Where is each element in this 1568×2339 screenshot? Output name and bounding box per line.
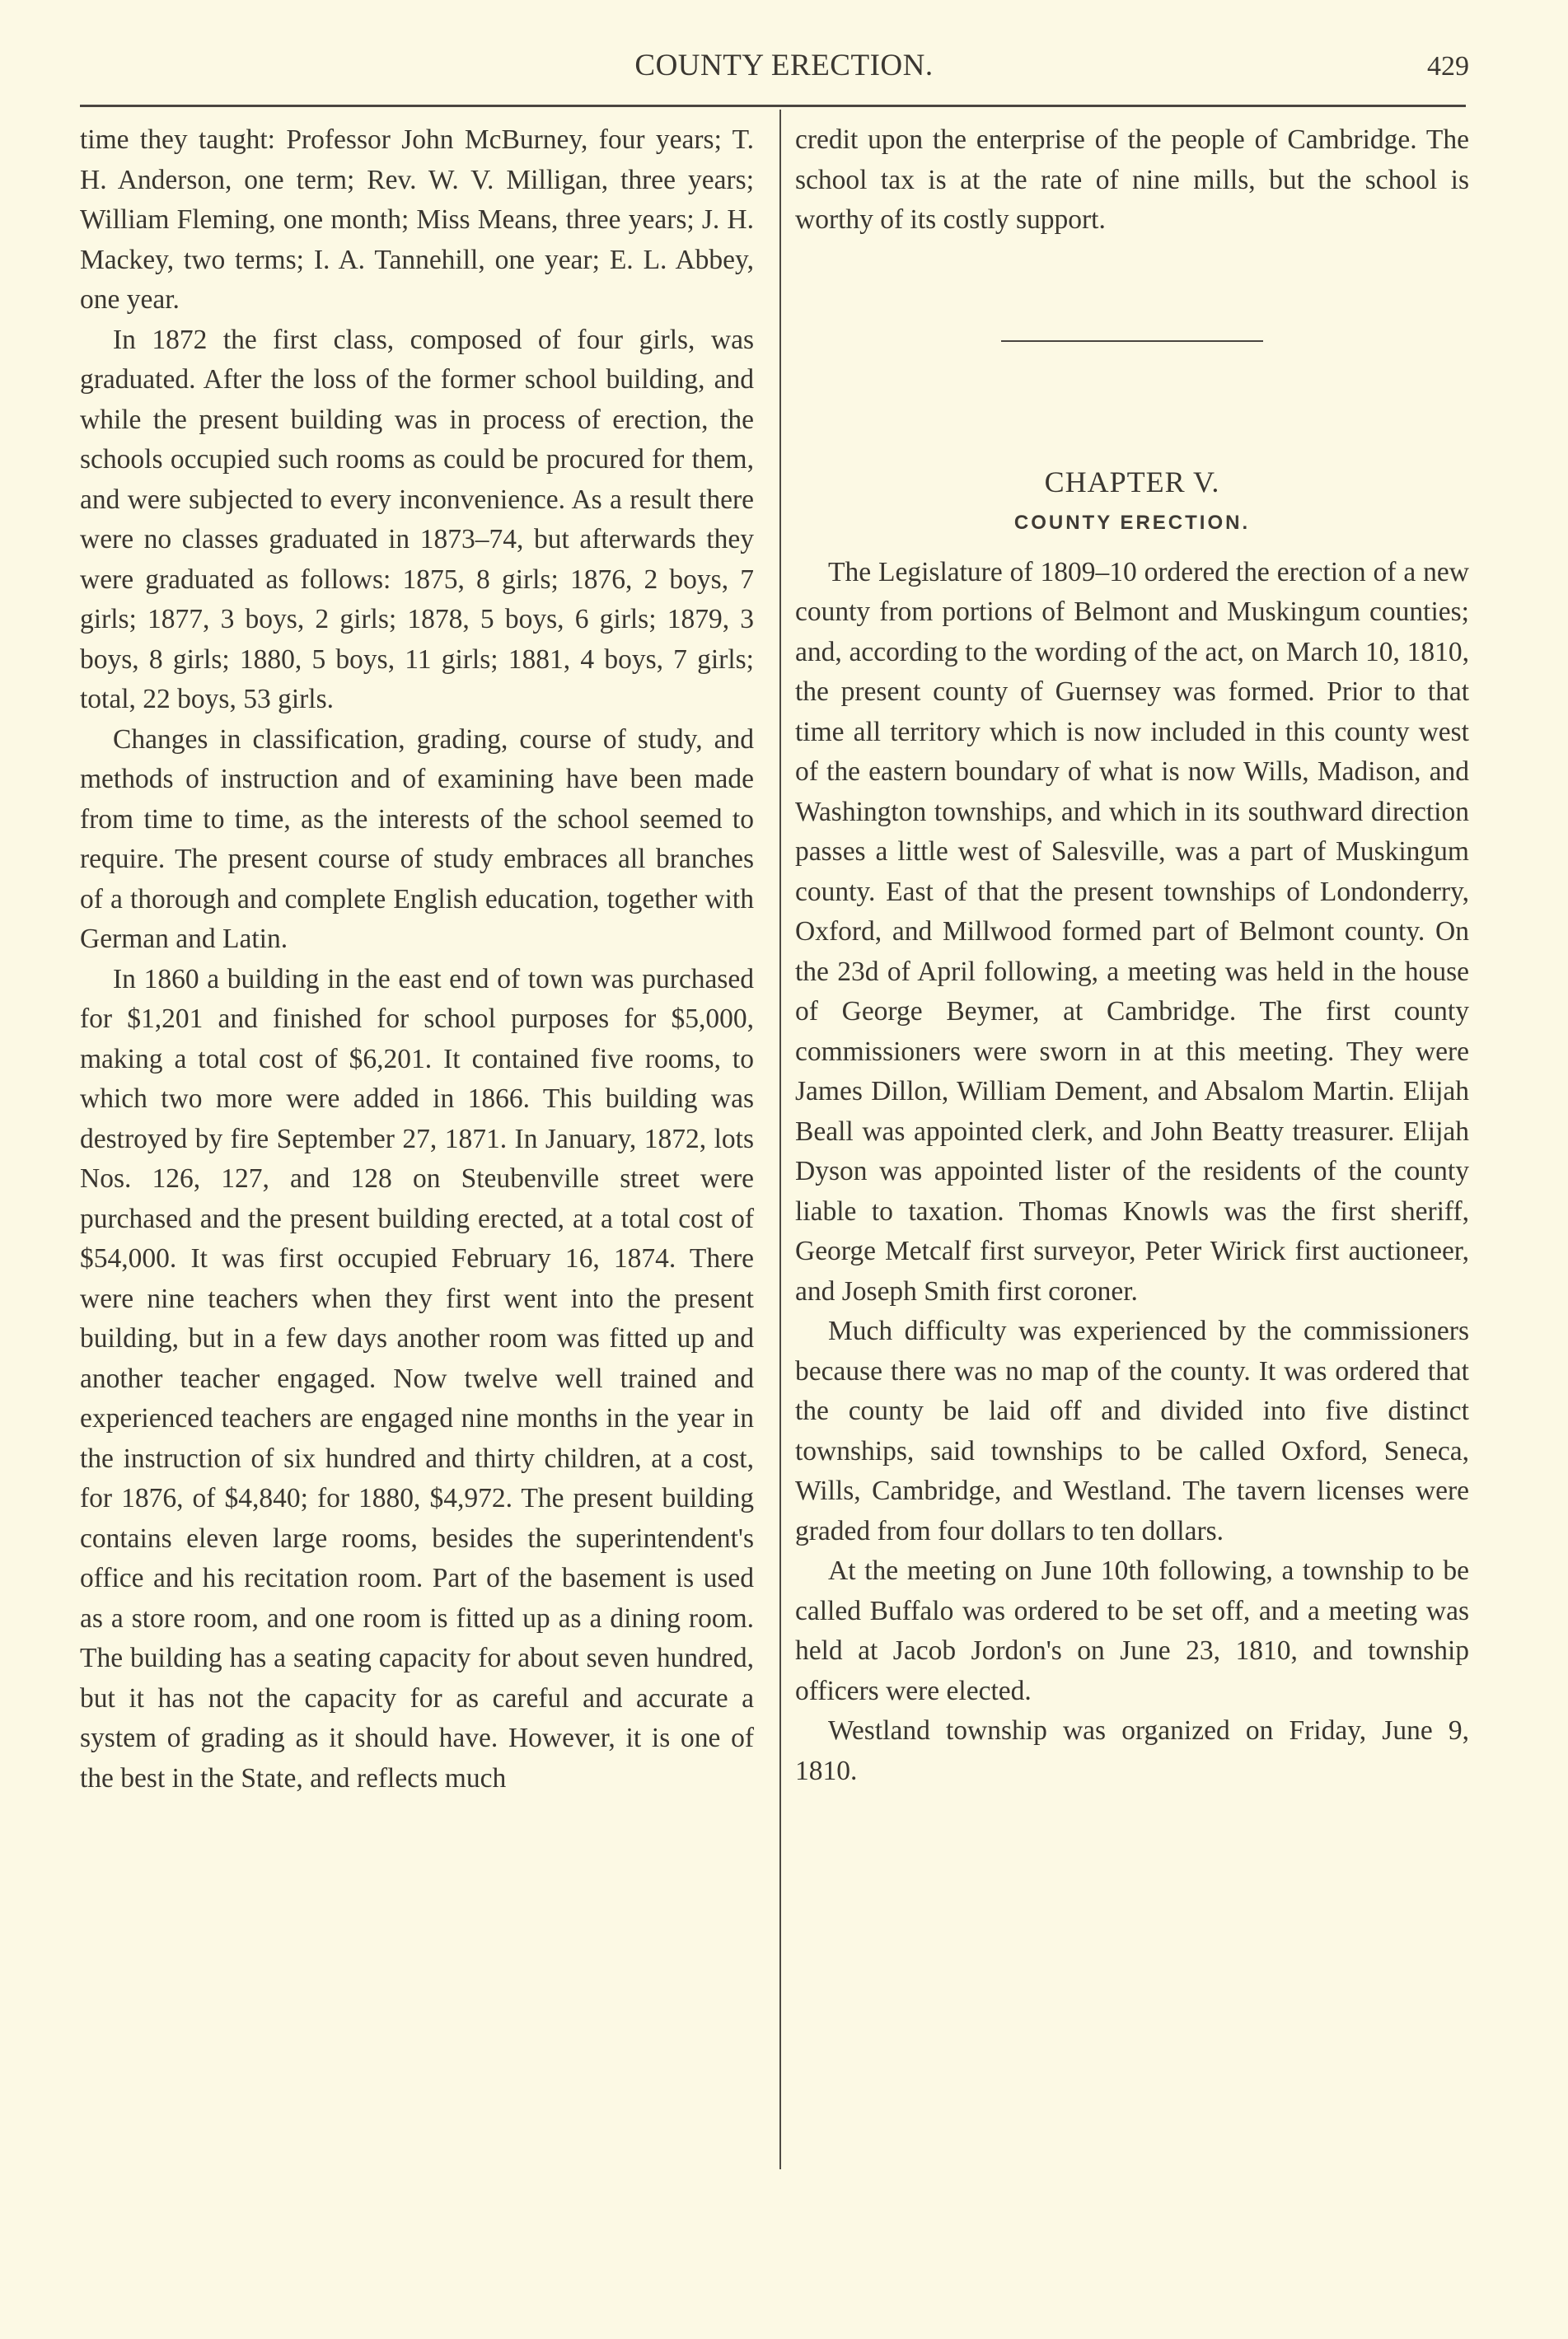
paragraph: In 1872 the first class, composed of four girls, was graduated. After the loss of the former school building, and while the present building was in process of erection, the schools occupied such rooms as could be procured for them, and were subjected to every inconvenience. As a result there were no classes graduated in 1873–74, but afterwards they were graduated as follows: 1875, 8 girls; 1876, 2 boys, 7 girls; 1877, 3 boys, 2 girls; 1878, 5 boys, 6 girls; 1879, 3 boys, 8 girls; 1880, 5 boys, 11 girls; 1881, 4 boys, 7 girls; total, 22 boys, 53 girls.	[80, 324, 754, 714]
left-column	[80, 120, 754, 1799]
paragraph: In 1860 a building in the east end of town was purchased for $1,201 and finished for school purposes for $5,000, making a total cost of $6,201. It contained five rooms, to which two more were added in 1866. This building was destroyed by fire September 27, 1871. In January, 1872, lots Nos. 126, 127, and 128 on Steubenville street were purchased and the present building erected, at a total cost of $54,000. It was first occupied February 16, 1874. There were nine teachers when they first went into the present building, but in a few days another room was fitted up and another teacher engaged. Now twelve well trained and experienced teachers are engaged nine months in the year in the instruction of six hundred and thirty children, at a cost, for 1876, of $4,840; for 1880, $4,972. The present building contains eleven large rooms, besides the superintendent's office and his recitation room. Part of the basement is used as a store room, and one room is fitted up as a dining room. The building has a seating capacity for about seven hundred, but it has not the capacity for as careful and accurate a system of grading as it should have. However, it is one of the best in the State, and reflects much	[80, 963, 754, 1794]
paragraph: Changes in classification, grading, course of study, and methods of instruction and of examining have been made from time to time, as the interests of the school seemed to require. The present course of study embraces all branches of a thorough and complete English education, together with German and Latin.	[80, 723, 754, 954]
header-rule	[80, 105, 1466, 107]
paragraph: At the meeting on June 10th following, a township to be called Buffalo was ordered to be set off, and a meeting was held at Jacob Jordon's on June 23, 1810, and township officers were elected.	[795, 1555, 1469, 1706]
paragraph: Much difficulty was experienced by the commissioners because there was no map of the county. It was ordered that the county be laid off and divided into five distinct townships, said townships to be called Oxford, Seneca, Wills, Cambridge, and Westland. The tavern licenses were graded from four dollars to ten dollars.	[795, 1316, 1469, 1546]
paragraph: time they taught: Professor John McBurney, four years; T. H. Anderson, one term; Rev. W. V. Milligan, three years; William Fleming, one month; Miss Means, three years; J. H. Mackey, two terms; I. A. Tannehill, one year; E. L. Abbey, one year.	[80, 124, 754, 315]
paragraph-continuation: credit upon the enterprise of the people of Cambridge. The school tax is at the rate of nine mills, but the school is worthy of its costly support.	[795, 124, 1469, 235]
right-column	[795, 120, 1469, 1791]
paragraph: Westland township was organized on Friday, June 9, 1810.	[795, 1715, 1469, 1786]
chapter-title: COUNTY ERECTION.	[1013, 511, 1251, 534]
column-divider	[779, 110, 781, 2169]
page-number: 429	[1427, 51, 1469, 82]
chapter-separator-rule	[1001, 340, 1263, 342]
running-head	[0, 43, 1568, 84]
paragraph: The Legislature of 1809–10 ordered the erection of a new county from portions of Belmont and Muskingum counties; and, according to the wording of the act, on March 10, 1810, the present county of Guernsey was formed. Prior to that time all territory which is now included in this county west of the eastern boundary of what is now Wills, Madison, and Washington townships, and which in its southward direction passes a little west of Salesville, was a part of Muskingum county. East of that the present townships of Londonderry, Oxford, and Millwood formed part of Belmont county. On the 23d of April following, a meeting was held in the house of George Beymer, at Cambridge. The first county commissioners were sworn in at this meeting. They were James Dillon, William Dement, and Absalom Martin. Elijah Beall was appointed clerk, and John Beatty treasurer. Elijah Dyson was appointed lister of the residents of the county liable to taxation. Thomas Knowls was the first sheriff, George Metcalf first surveyor, Peter Wirick first auctioneer, and Joseph Smith first coroner.	[795, 556, 1469, 1307]
running-title: COUNTY ERECTION.	[634, 49, 934, 82]
chapter-number: CHAPTER V.	[1044, 465, 1220, 498]
